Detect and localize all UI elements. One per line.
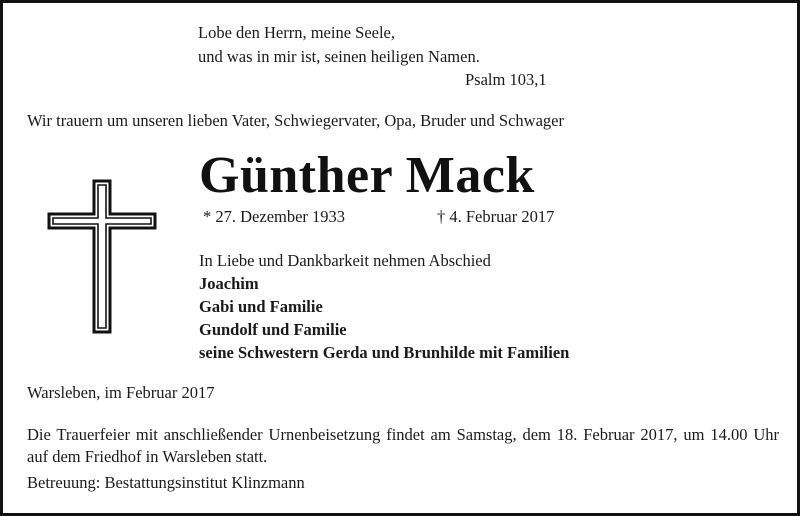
mourner-name: Gabi und Familie [199,297,323,316]
birth-date: * 27. Dezember 1933 [203,207,346,226]
mourner-name: seine Schwestern Gerda und Brunhilde mit Familien [199,343,570,362]
death-date: † 4. Februar 2017 [437,207,555,226]
funeral-home: Betreuung: Bestattungsinstitut Klinzmann [27,473,305,492]
cross-icon [46,179,158,335]
service-info: Die Trauerfeier mit anschließender Urnenbeisetzung findet am Samstag, dem 18. Februar 2017, um 14.00 Uhr auf dem Friedhof in Warsleben statt. [27,425,779,466]
psalm-line-2: und was in mir ist, seinen heiligen Namen. [198,47,480,66]
farewell-text: In Liebe und Dankbarkeit nehmen Abschied [199,251,491,270]
mourner-name: Joachim [199,274,259,293]
psalm-reference: Psalm 103,1 [465,70,547,89]
mourning-intro: Wir trauern um unseren lieben Vater, Schwiegervater, Opa, Bruder und Schwager [27,111,564,130]
deceased-name: Günther Mack [199,147,535,204]
mourner-name: Gundolf und Familie [199,320,347,339]
psalm-line-1: Lobe den Herrn, meine Seele, [198,23,396,42]
place-date: Warsleben, im Februar 2017 [27,383,215,402]
